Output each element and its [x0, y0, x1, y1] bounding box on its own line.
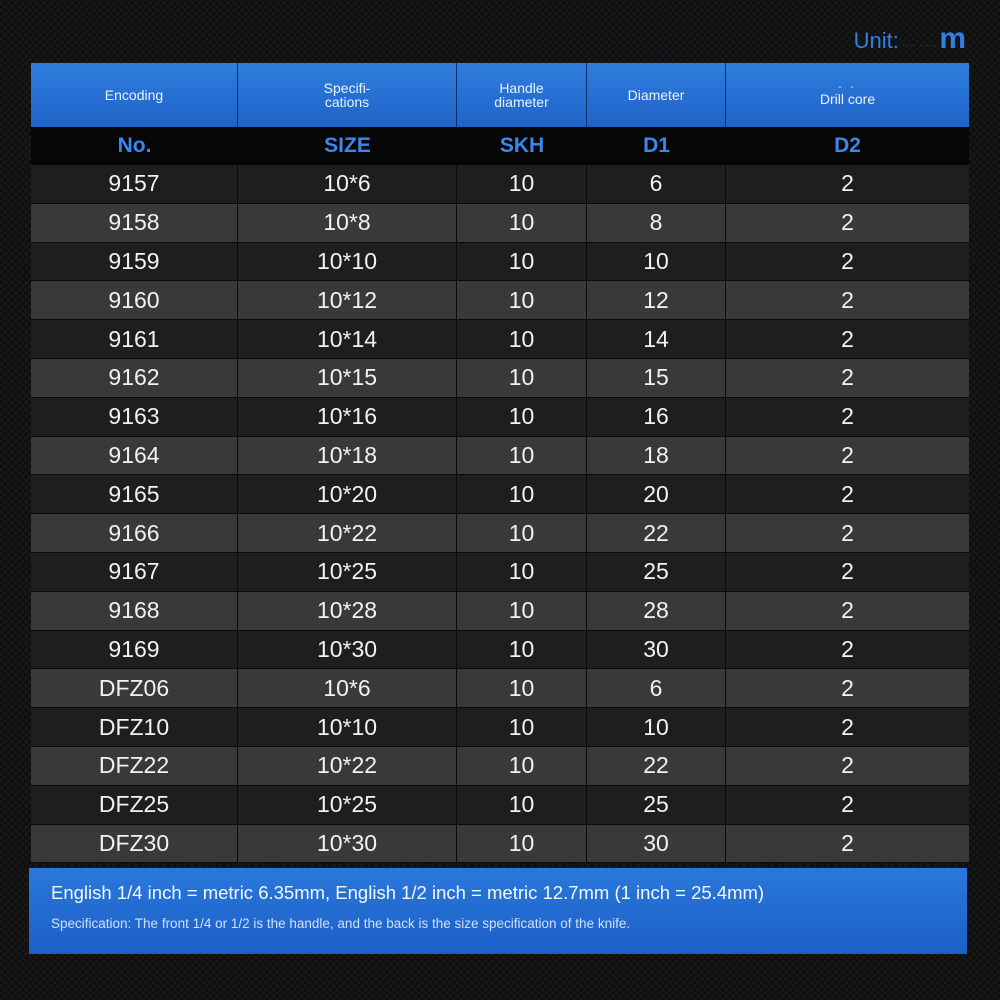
subheader-handle-diameter: SKH: [457, 127, 587, 165]
subheader-drill-core: D2: [726, 127, 969, 165]
cell-specifications: 10*10: [238, 243, 457, 282]
cell-diameter: 25: [587, 786, 726, 825]
header-label: Handle diameter: [494, 80, 549, 110]
cell-drill-core: 2: [726, 747, 969, 786]
footer-note: [29, 868, 967, 954]
cell-specifications: 10*18: [238, 437, 457, 476]
cell-drill-core: 2: [726, 669, 969, 708]
cell-specifications: 10*10: [238, 708, 457, 747]
cell-encoding: 9167: [31, 553, 238, 592]
unit-smudge: ···· ·····: [901, 40, 937, 50]
cell-specifications: 10*25: [238, 553, 457, 592]
cell-diameter: 8: [587, 204, 726, 243]
cell-diameter: 30: [587, 631, 726, 670]
header-diameter: [587, 63, 726, 127]
cell-diameter: 16: [587, 398, 726, 437]
cell-diameter: 18: [587, 437, 726, 476]
cell-handle-diameter: 10: [457, 398, 587, 437]
cell-encoding: 9165: [31, 475, 238, 514]
header-label: Specifi- cations: [323, 80, 371, 110]
cell-specifications: 10*30: [238, 631, 457, 670]
cell-diameter: 12: [587, 281, 726, 320]
cell-specifications: 10*15: [238, 359, 457, 398]
cell-drill-core: 2: [726, 398, 969, 437]
cell-diameter: 30: [587, 825, 726, 864]
cell-drill-core: 2: [726, 165, 969, 204]
cell-handle-diameter: 10: [457, 825, 587, 864]
cell-diameter: 20: [587, 475, 726, 514]
cell-handle-diameter: 10: [457, 320, 587, 359]
unit-label: [854, 22, 966, 58]
cell-diameter: 6: [587, 165, 726, 204]
cell-encoding: 9157: [31, 165, 238, 204]
cell-encoding: 9163: [31, 398, 238, 437]
cell-encoding: DFZ22: [31, 747, 238, 786]
cell-drill-core: 2: [726, 437, 969, 476]
cell-diameter: 25: [587, 553, 726, 592]
cell-handle-diameter: 10: [457, 437, 587, 476]
cell-diameter: 14: [587, 320, 726, 359]
footer-specification: Specification: The front 1/4 or 1/2 is the handle, and the back is the size specification of the knife.: [51, 916, 631, 931]
cell-diameter: 22: [587, 514, 726, 553]
cell-handle-diameter: 10: [457, 553, 587, 592]
cell-handle-diameter: 10: [457, 669, 587, 708]
unit-value: m: [939, 22, 966, 55]
cell-encoding: 9160: [31, 281, 238, 320]
cell-encoding: 9161: [31, 320, 238, 359]
cell-specifications: 10*6: [238, 669, 457, 708]
cell-drill-core: 2: [726, 243, 969, 282]
header-drill-core: [726, 63, 969, 127]
cell-specifications: 10*16: [238, 398, 457, 437]
footer-conversion: English 1/4 inch = metric 6.35mm, English 1/2 inch = metric 12.7mm (1 inch = 25.4mm): [51, 882, 765, 903]
cell-handle-diameter: 10: [457, 708, 587, 747]
cell-diameter: 15: [587, 359, 726, 398]
cell-drill-core: 2: [726, 514, 969, 553]
subheader-encoding: No.: [31, 127, 238, 165]
cell-drill-core: 2: [726, 359, 969, 398]
cell-handle-diameter: 10: [457, 359, 587, 398]
cell-specifications: 10*20: [238, 475, 457, 514]
cell-encoding: 9159: [31, 243, 238, 282]
cell-specifications: 10*6: [238, 165, 457, 204]
cell-encoding: 9162: [31, 359, 238, 398]
cell-encoding: 9166: [31, 514, 238, 553]
cell-encoding: 9169: [31, 631, 238, 670]
cell-drill-core: 2: [726, 553, 969, 592]
cell-handle-diameter: 10: [457, 747, 587, 786]
cell-encoding: 9164: [31, 437, 238, 476]
cell-specifications: 10*22: [238, 747, 457, 786]
cell-encoding: DFZ30: [31, 825, 238, 864]
subheader-diameter: D1: [587, 127, 726, 165]
cell-specifications: 10*12: [238, 281, 457, 320]
cell-drill-core: 2: [726, 204, 969, 243]
unit-prefix: Unit:: [853, 28, 899, 53]
cell-handle-diameter: 10: [457, 631, 587, 670]
header-handle-diameter: [457, 63, 587, 127]
cell-diameter: 28: [587, 592, 726, 631]
cell-handle-diameter: 10: [457, 475, 587, 514]
cell-specifications: 10*14: [238, 320, 457, 359]
cell-diameter: 10: [587, 708, 726, 747]
header-label: Encoding: [104, 87, 164, 103]
header-specifications: [238, 63, 457, 127]
cell-drill-core: 2: [726, 592, 969, 631]
cell-diameter: 6: [587, 669, 726, 708]
cell-encoding: DFZ25: [31, 786, 238, 825]
cell-diameter: 22: [587, 747, 726, 786]
cell-encoding: 9168: [31, 592, 238, 631]
cell-handle-diameter: 10: [457, 592, 587, 631]
cell-handle-diameter: 10: [457, 514, 587, 553]
spec-table: [31, 63, 969, 863]
cell-specifications: 10*25: [238, 786, 457, 825]
cell-drill-core: 2: [726, 281, 969, 320]
header-label: Drill core: [819, 91, 876, 107]
cell-encoding: DFZ06: [31, 669, 238, 708]
cell-drill-core: 2: [726, 631, 969, 670]
cell-handle-diameter: 10: [457, 165, 587, 204]
cell-handle-diameter: 10: [457, 204, 587, 243]
cell-handle-diameter: 10: [457, 281, 587, 320]
cell-drill-core: 2: [726, 475, 969, 514]
cell-specifications: 10*8: [238, 204, 457, 243]
cell-drill-core: 2: [726, 786, 969, 825]
cell-encoding: 9158: [31, 204, 238, 243]
cell-drill-core: 2: [726, 708, 969, 747]
header-marks: - -: [838, 82, 857, 93]
header-encoding: [31, 63, 238, 127]
cell-specifications: 10*28: [238, 592, 457, 631]
cell-specifications: 10*22: [238, 514, 457, 553]
cell-drill-core: 2: [726, 320, 969, 359]
cell-diameter: 10: [587, 243, 726, 282]
header-label: Diameter: [627, 87, 685, 103]
cell-specifications: 10*30: [238, 825, 457, 864]
cell-handle-diameter: 10: [457, 786, 587, 825]
cell-drill-core: 2: [726, 825, 969, 864]
cell-encoding: DFZ10: [31, 708, 238, 747]
cell-handle-diameter: 10: [457, 243, 587, 282]
subheader-specifications: SIZE: [238, 127, 457, 165]
